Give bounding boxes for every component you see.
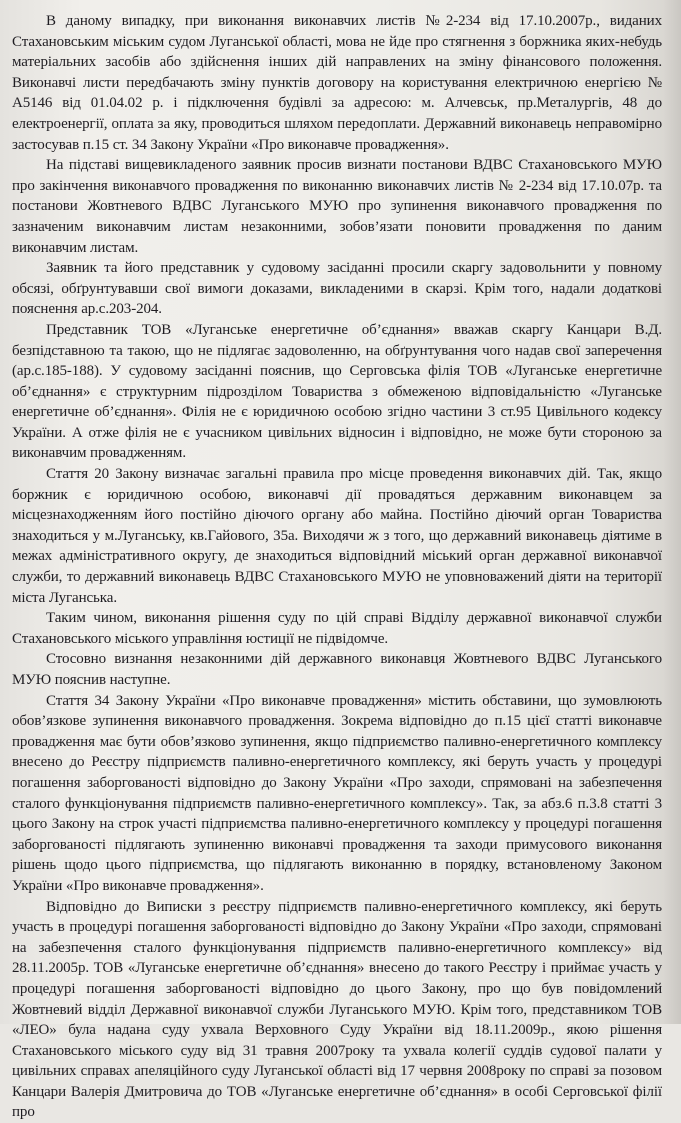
paragraph-6: Таким чином, виконання рішення суду по цій справі Відділу державної виконавчої служби Стахановського міського управління юстиції не підвідомче. — [12, 610, 662, 647]
paragraph-7: Стосовно визнання незаконними дій державного виконавця Жовтневого ВДВС Луганського МУЮ пояснив наступне. — [12, 651, 662, 688]
paragraph-4: Представник ТОВ «Луганське енергетичне об’єднання» вважав скаргу Канцари В.Д. безпідставною та такою, що не підлягає задоволенню, на обґрунтування чого надав свої заперечення (ар.с.185-188). У судовому засіданні пояснив, що Серговська філія ТОВ «Луганське енергетичне об’єднання» є структурним підрозділом Товариства з обмеженою відповідальністю «Луганське енергетичне об’єднання». Філія не є юридичною особою згідно частини 3 ст.95 Цивільного кодексу України. А отже філія не є учасником цивільних відносин і відповідно, не може бути стороною за виконавчим провадженням. — [12, 321, 662, 462]
paragraph-9: Відповідно до Виписки з реєстру підприємств паливно-енергетичного комплексу, які беруть участь в процедурі погашення заборгованості відповідно до Закону України «Про заходи, спрямовані на забезпечення сталого функціонування підприємств паливно-енергетичного комплексу» від 28.11.2005р. ТОВ «Луганське енергетичне об’єднання» внесено до такого Реєстру і приймає участь у процедурі погашення заборгованості відповідно до цього Закону, про що був повідомлений Жовтневий відділ Державної виконавчої служби Луганського МУЮ. Крім того, представником ТОВ «ЛЕО» була надана суду ухвала Верховного Суду України від 18.11.2009р., якою рішення Стахановського міського суду від 31 травня 2007року та ухвала колегії суддів судової палати у цивільних справах апеляційного суду Луганської області від 17 червня 2008року по справі за позовом Канцари Валерія Дмитровича до ТОВ «Луганське енергетичне об’єднання» в особі Серговської філії про — [12, 898, 662, 1121]
paragraph-3: Заявник та його представник у судовому засіданні просили скаргу задовольнити у повному обсязі, обґрунтувавши свої вимоги доказами, викладеними в скарзі. Крім того, надали додаткові пояснення ар.с.203-204. — [12, 260, 662, 318]
paragraph-2: На підставі вищевикладеного заявник просив визнати постанови ВДВС Стахановського МУЮ про закінчення виконавчого провадження по виконанню виконавчих листів № 2-234 від 17.10.07р. та постанови Жовтневого ВДВС Луганського МУЮ про зупинення виконавчого провадження по зазначеним виконавчим листам незаконними, зобов’язати поновити провадження по даним виконавчим листам. — [12, 157, 662, 256]
paragraph-8: Стаття 34 Закону України «Про виконавче провадження» містить обставини, що зумовлюють обов’язкове зупинення виконавчого провадження. Зокрема відповідно до п.15 цієї статті виконавче провадження має бути обов’язково зупинення, якщо підприємство паливно-енергетичного комплексу внесено до Реєстру підприємств паливно-енергетичного комплексу, які беруть участь у процедурі погашення заборгованості відповідно до Закону України «Про заходи, спрямовані на забезпечення сталого функціонування підприємств паливно-енергетичного комплексу». Так, за абз.6 п.3.8 статті 3 цього Закону на строк участі підприємства паливно-енергетичного комплексу у процедурі погашення заборгованості підлягають зупиненню виконавчі провадження та заходи примусового виконання рішень щодо цього підприємства, що підлягають виконанню в порядку, встановленому Законом України «Про виконавче провадження». — [12, 692, 662, 894]
paragraph-5: Стаття 20 Закону визначає загальні правила про місце проведення виконавчих дій. Так, якщо боржник є юридичною особою, виконавчі дії провадяться державним виконавцем за місцезнаходженням його постійно діючого органу або майна. Постійно діючий орган Товариства знаходиться у м.Луганську, кв.Гайового, 35а. Виходячи ж з того, що державний виконавець діятиме в межах адміністративного округу, де знаходиться відповідний міський орган державної виконавчої служби, то державний виконавець ВДВС Стахановського МУЮ не уповноважений діяти на території міста Луганська. — [12, 466, 662, 606]
paragraph-1: В даному випадку, при виконання виконавчих листів №2-234 від 17.10.2007р., виданих Стахановським міським судом Луганської області, мова не йде про стягнення з боржника яких-небудь матеріальних засобів або здійснення інших дій направлених на зміну фінансового положення. Виконавчі листи передбачають зміну пунктів договору на користування електричною енергією № А5146 від 01.04.02 р. і підключення будівлі за адресою: м. Алчевськ, пр.Металургів, 48 до електроенергії, оплата за яку, проводиться шляхом передоплати. Державний виконавець неправомірно застосував п.15 ст. 34 Закону України «Про виконавче провадження». — [12, 13, 662, 153]
document-body — [12, 11, 662, 1123]
page-edge-shadow — [663, 0, 681, 1024]
